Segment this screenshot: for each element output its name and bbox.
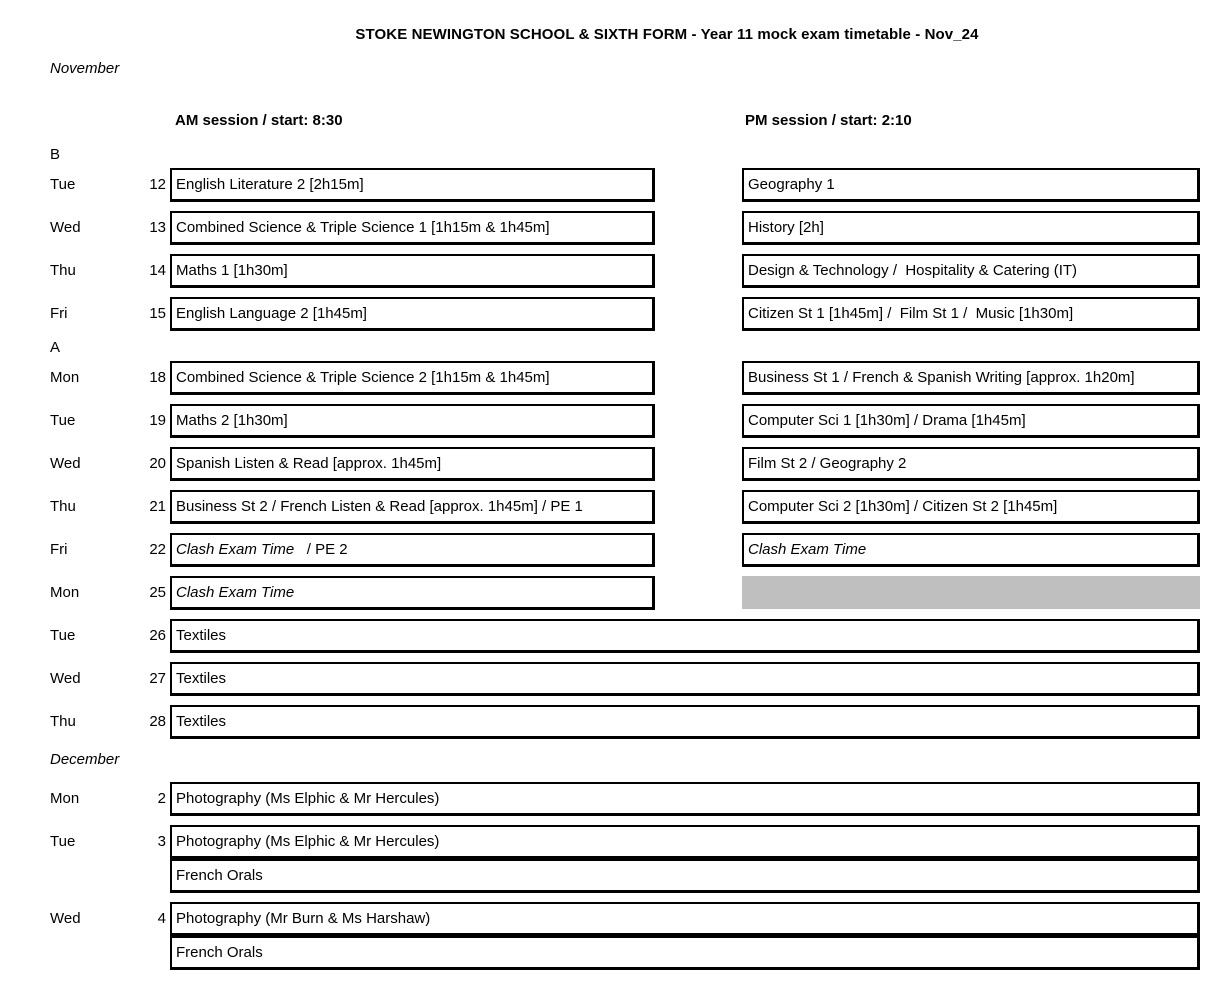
- date-label: 4: [157, 910, 166, 927]
- exam-title: Geography 1: [748, 176, 835, 193]
- exam-row: [0, 447, 1224, 481]
- am-exam-cell: [170, 533, 655, 567]
- day-label: Wed: [50, 219, 81, 236]
- exam-title: Citizen St 1 [1h45m] / Film St 1 / Music [1h30m]: [748, 305, 1074, 322]
- all-day-exam-cell: [170, 825, 1200, 859]
- date-label: 21: [149, 498, 166, 515]
- day-label: Fri: [50, 305, 68, 322]
- exam-title: Textiles: [176, 713, 227, 730]
- all-day-exam-cell: [170, 902, 1200, 936]
- day-label: Fri: [50, 541, 68, 558]
- pm-exam-cell: [742, 447, 1200, 481]
- am-exam-cell: [170, 297, 655, 331]
- exam-row: [0, 211, 1224, 245]
- date-label: 22: [149, 541, 166, 558]
- am-exam-cell: [170, 168, 655, 202]
- am-exam-cell: [170, 576, 655, 610]
- day-label: Mon: [50, 369, 80, 386]
- exam-title: Clash Exam Time: [176, 541, 295, 558]
- day-label: Thu: [50, 498, 76, 515]
- all-day-cell-group: [170, 705, 1200, 739]
- exam-row: [0, 490, 1224, 524]
- exam-row: [0, 902, 1224, 970]
- exam-title: Business St 1 / French & Spanish Writing [approx. 1h20m]: [748, 369, 1135, 386]
- all-day-exam-cell: [170, 619, 1200, 653]
- exam-title: Photography (Ms Elphic & Mr Hercules): [176, 833, 440, 850]
- day-label: Wed: [50, 455, 81, 472]
- am-exam-cell: [170, 404, 655, 438]
- all-day-exam-cell: [170, 859, 1200, 893]
- exam-title: Clash Exam Time: [176, 584, 295, 601]
- pm-exam-cell: [742, 490, 1200, 524]
- week-band-label: A: [50, 339, 61, 356]
- day-label: Mon: [50, 584, 80, 601]
- date-label: 20: [149, 455, 166, 472]
- exam-row: [0, 361, 1224, 395]
- date-label: 14: [149, 262, 166, 279]
- week-band: [0, 147, 1224, 168]
- exam-title: Spanish Listen & Read [approx. 1h45m]: [176, 455, 442, 472]
- exam-row: [0, 533, 1224, 567]
- all-day-cell-group: [170, 782, 1200, 816]
- exam-title: Clash Exam Time: [748, 541, 867, 558]
- all-day-exam-cell: [170, 936, 1200, 970]
- exam-title: Maths 1 [1h30m]: [176, 262, 288, 279]
- date-label: 27: [149, 670, 166, 687]
- month-row: [0, 60, 1224, 78]
- week-band: [0, 340, 1224, 361]
- all-day-exam-cell: [170, 662, 1200, 696]
- date-label: 12: [149, 176, 166, 193]
- exam-title: Computer Sci 2 [1h30m] / Citizen St 2 [1h45m]: [748, 498, 1058, 515]
- am-exam-cell: [170, 361, 655, 395]
- day-label: Thu: [50, 262, 76, 279]
- pm-exam-cell: [742, 254, 1200, 288]
- date-label: 26: [149, 627, 166, 644]
- day-label: Wed: [50, 670, 81, 687]
- all-day-cell-group: [170, 662, 1200, 696]
- exam-title: / PE 2: [294, 541, 348, 558]
- day-label: Mon: [50, 790, 80, 807]
- date-label: 15: [149, 305, 166, 322]
- exam-title: Photography (Ms Elphic & Mr Hercules): [176, 790, 440, 807]
- exam-title: Computer Sci 1 [1h30m] / Drama [1h45m]: [748, 412, 1026, 429]
- exam-title: English Literature 2 [2h15m]: [176, 176, 364, 193]
- day-label: Tue: [50, 627, 76, 644]
- exam-title: Maths 2 [1h30m]: [176, 412, 288, 429]
- all-day-cell-group: [170, 902, 1200, 970]
- exam-row: [0, 705, 1224, 739]
- exam-title: History [2h]: [748, 219, 824, 236]
- blocked-cell: [742, 576, 1200, 609]
- pm-exam-cell: [742, 404, 1200, 438]
- exam-title: Film St 2 / Geography 2: [748, 455, 907, 472]
- am-exam-cell: [170, 447, 655, 481]
- exam-row: [0, 662, 1224, 696]
- exam-title: French Orals: [176, 867, 263, 884]
- exam-title: English Language 2 [1h45m]: [176, 305, 367, 322]
- day-label: Thu: [50, 713, 76, 730]
- page-title: STOKE NEWINGTON SCHOOL & SIXTH FORM - Year 11 mock exam timetable - Nov_24: [355, 26, 979, 43]
- exam-title: Textiles: [176, 670, 227, 687]
- rows: [0, 60, 1224, 970]
- exam-row: [0, 297, 1224, 331]
- am-exam-cell: [170, 211, 655, 245]
- all-day-cell-group: [170, 619, 1200, 653]
- month-label: November: [50, 60, 120, 77]
- date-label: 25: [149, 584, 166, 601]
- exam-title: Business St 2 / French Listen & Read [approx. 1h45m] / PE 1: [176, 498, 583, 515]
- date-label: 19: [149, 412, 166, 429]
- week-band-label: B: [50, 146, 61, 163]
- date-label: 18: [149, 369, 166, 386]
- exam-row: [0, 576, 1224, 610]
- am-exam-cell: [170, 490, 655, 524]
- am-session-header: AM session / start: 8:30: [175, 112, 343, 129]
- pm-exam-cell: [742, 297, 1200, 331]
- date-label: 2: [157, 790, 166, 807]
- exam-title: Combined Science & Triple Science 2 [1h15m & 1h45m]: [176, 369, 550, 386]
- month-label: December: [50, 751, 120, 768]
- date-label: 3: [157, 833, 166, 850]
- date-label: 13: [149, 219, 166, 236]
- session-headers: [0, 112, 1224, 130]
- all-day-exam-cell: [170, 705, 1200, 739]
- all-day-cell-group: [170, 825, 1200, 893]
- exam-row: [0, 782, 1224, 816]
- day-label: Tue: [50, 833, 76, 850]
- pm-exam-cell: [742, 211, 1200, 245]
- day-label: Tue: [50, 412, 76, 429]
- exam-row: [0, 825, 1224, 893]
- exam-row: [0, 404, 1224, 438]
- exam-title: Photography (Mr Burn & Ms Harshaw): [176, 910, 431, 927]
- exam-row: [0, 254, 1224, 288]
- date-label: 28: [149, 713, 166, 730]
- day-label: Tue: [50, 176, 76, 193]
- pm-session-header: PM session / start: 2:10: [745, 112, 912, 129]
- exam-title: Textiles: [176, 627, 227, 644]
- exam-title: French Orals: [176, 944, 263, 961]
- all-day-exam-cell: [170, 782, 1200, 816]
- exam-row: [0, 168, 1224, 202]
- exam-row: [0, 619, 1224, 653]
- month-row: [0, 751, 1224, 769]
- exam-title: Combined Science & Triple Science 1 [1h15m & 1h45m]: [176, 219, 550, 236]
- exam-title: Design & Technology / Hospitality & Catering (IT): [748, 262, 1078, 279]
- pm-exam-cell: [742, 168, 1200, 202]
- day-label: Wed: [50, 910, 81, 927]
- pm-exam-cell: [742, 533, 1200, 567]
- pm-exam-cell: [742, 361, 1200, 395]
- am-exam-cell: [170, 254, 655, 288]
